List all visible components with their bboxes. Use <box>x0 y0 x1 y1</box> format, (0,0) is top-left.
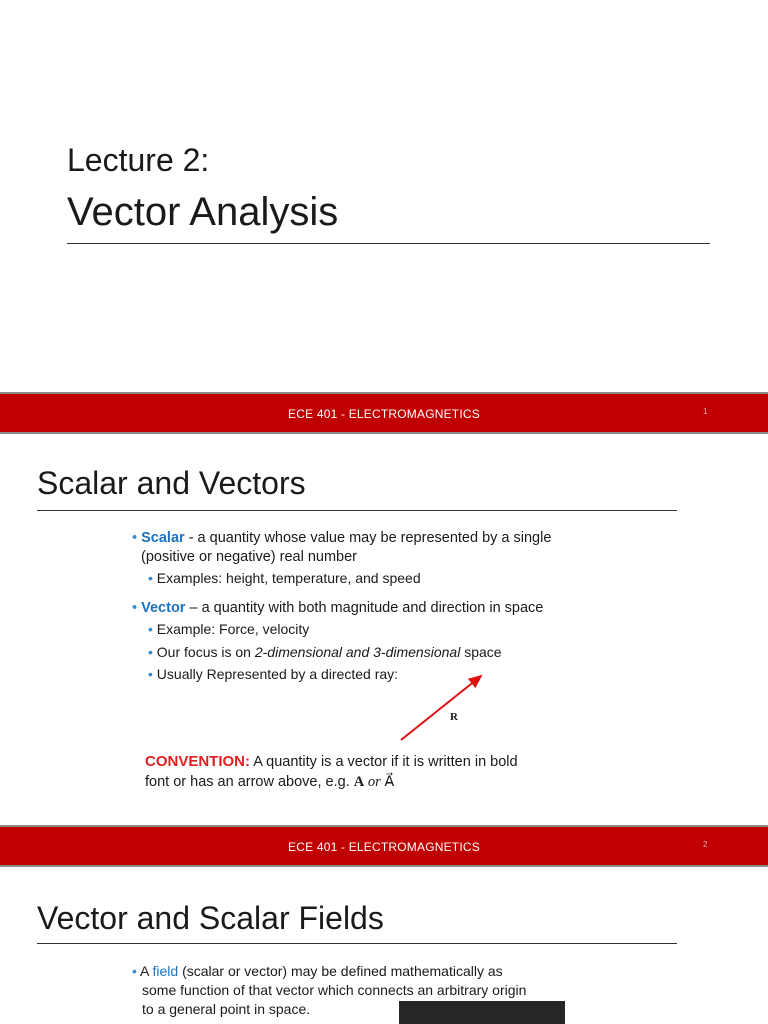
field-definition: (scalar or vector) may be defined mathematically as <box>178 963 503 979</box>
bullet-dot: • <box>148 621 153 637</box>
example-or: or <box>364 774 385 790</box>
vector-definition: – a quantity with both magnitude and direction in space <box>185 600 544 616</box>
bullet-dot: • <box>148 666 153 682</box>
directed-ray-figure <box>395 666 495 746</box>
footer-page-number: 2 <box>703 840 708 849</box>
title-divider <box>37 510 677 511</box>
slide-title: Vector and Scalar Fields <box>37 900 384 936</box>
convention-text-cont: font or has an arrow above, e.g. <box>145 774 354 790</box>
footer-course-text: ECE 401 - ELECTROMAGNETICS <box>288 407 480 421</box>
bullet-scalar-examples <box>148 568 421 588</box>
example-bold-a: A <box>353 774 365 790</box>
field-term: field <box>152 963 179 979</box>
field-text: A <box>140 963 153 979</box>
bullet-dot: • <box>132 530 138 546</box>
field-definition-end: to a general point in space. <box>142 1001 311 1017</box>
slide-vector-scalar-fields <box>0 867 768 1024</box>
bullet-vector-example <box>148 619 309 639</box>
slide-footer <box>0 392 768 434</box>
footer-page-number: 1 <box>703 407 708 416</box>
focus-text: Our focus is on <box>156 644 255 660</box>
field-definition-cont: some function of that vector which connects an arbitrary origin <box>142 982 527 998</box>
scalar-definition: - a quantity whose value may be represented by a single <box>184 530 552 546</box>
field-figure <box>399 1001 565 1024</box>
scalar-definition-cont: (positive or negative) real number <box>141 549 357 565</box>
title-divider <box>67 243 710 244</box>
convention-text: A quantity is a vector if it is written in bold <box>250 754 518 770</box>
convention-label: CONVENTION: <box>145 753 250 770</box>
scalar-term: Scalar <box>141 530 185 546</box>
title-divider <box>37 943 677 944</box>
bullet-field <box>132 962 503 981</box>
bullet-vector-focus <box>148 642 502 662</box>
bullet-dot: • <box>132 600 138 616</box>
convention-line-1 <box>145 752 518 772</box>
ray-arrow <box>401 676 481 740</box>
focus-dimensions: 2-dimensional and 3-dimensional <box>254 644 461 660</box>
convention-line-2 <box>145 772 394 792</box>
slide-scalar-vectors <box>0 434 768 825</box>
bullet-vector <box>132 598 543 618</box>
vector-example-text: Example: Force, velocity <box>156 621 310 637</box>
ray-label: R <box>450 711 458 723</box>
bullet-dot: • <box>148 570 153 586</box>
slide-footer <box>0 825 768 867</box>
ray-text: Usually Represented by a directed ray: <box>156 666 399 682</box>
vector-term: Vector <box>141 600 186 616</box>
slide-title: Scalar and Vectors <box>37 465 306 501</box>
slide-lecture-title <box>0 0 768 392</box>
bullet-vector-ray <box>148 664 398 684</box>
bullet-dot: • <box>148 644 153 660</box>
bullet-scalar <box>132 528 551 548</box>
footer-course-text: ECE 401 - ELECTROMAGNETICS <box>288 840 480 854</box>
lecture-number: Lecture 2: <box>67 142 210 178</box>
scalar-examples-text: Examples: height, temperature, and speed <box>156 570 421 586</box>
bullet-dot: • <box>132 963 137 979</box>
example-arrow-a: A⃗ <box>384 774 395 790</box>
lecture-title: Vector Analysis <box>67 190 339 234</box>
focus-text-end: space <box>460 644 502 660</box>
